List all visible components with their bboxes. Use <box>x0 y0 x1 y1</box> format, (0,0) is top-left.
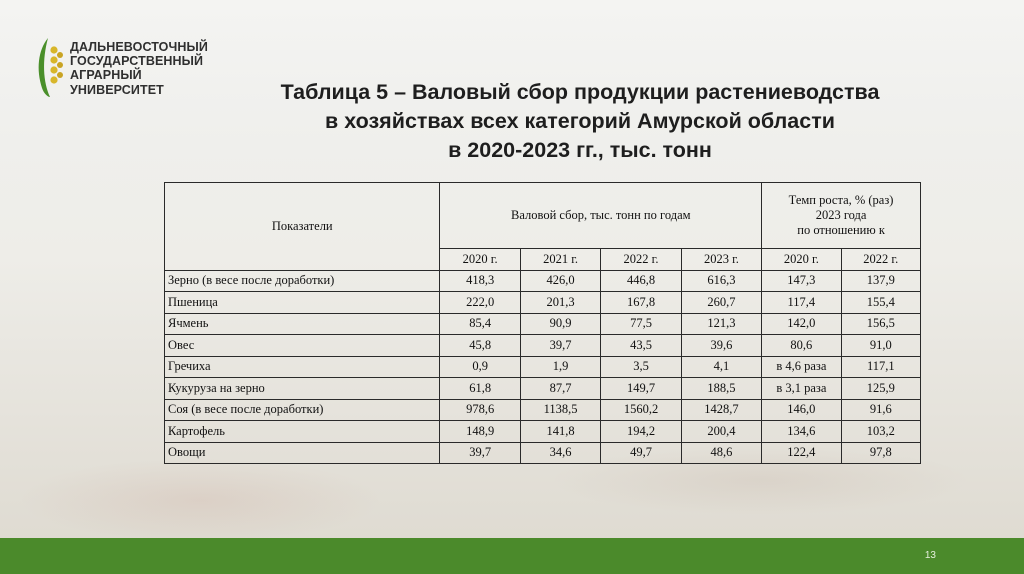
growth-line-2: 2023 года <box>815 208 867 222</box>
cell-r2020: 142,0 <box>762 313 841 335</box>
cell-r2022: 103,2 <box>841 421 920 443</box>
growth-line-3: по отношению к <box>797 223 885 237</box>
cell-v2021: 39,7 <box>520 335 600 357</box>
cell-v2022: 167,8 <box>601 292 681 314</box>
cell-r2020: в 3,1 раза <box>762 378 841 400</box>
cell-v2020: 39,7 <box>440 442 520 464</box>
table-row <box>165 335 921 357</box>
cell-v2021: 87,7 <box>520 378 600 400</box>
cell-r2020: 80,6 <box>762 335 841 357</box>
title-line-1: Таблица 5 – Валовый сбор продукции растениеводства <box>280 80 880 104</box>
cell-v2023: 188,5 <box>681 378 761 400</box>
harvest-table <box>164 182 921 464</box>
row-label: Соя (в весе после доработки) <box>165 399 440 421</box>
cell-v2023: 4,1 <box>681 356 761 378</box>
cell-r2022: 117,1 <box>841 356 920 378</box>
table-row <box>165 270 921 292</box>
cell-v2022: 194,2 <box>601 421 681 443</box>
logo-line: ГОСУДАРСТВЕННЫЙ <box>70 54 204 69</box>
subheader-year: 2022 г. <box>601 249 681 271</box>
logo-line: АГРАРНЫЙ <box>70 68 142 83</box>
cell-v2022: 1560,2 <box>601 399 681 421</box>
cell-v2022: 49,7 <box>601 442 681 464</box>
subheader-year: 2020 г. <box>440 249 520 271</box>
cell-r2020: 147,3 <box>762 270 841 292</box>
table-row <box>165 313 921 335</box>
cell-v2022: 77,5 <box>601 313 681 335</box>
cell-v2023: 39,6 <box>681 335 761 357</box>
cell-r2020: 122,4 <box>762 442 841 464</box>
cell-v2020: 61,8 <box>440 378 520 400</box>
cell-v2021: 141,8 <box>520 421 600 443</box>
cell-v2020: 222,0 <box>440 292 520 314</box>
header-gross-harvest: Валовой сбор, тыс. тонн по годам <box>440 183 762 249</box>
cell-r2022: 91,0 <box>841 335 920 357</box>
row-label: Овощи <box>165 442 440 464</box>
row-label: Кукуруза на зерно <box>165 378 440 400</box>
table-row <box>165 442 921 464</box>
subheader-ratio-year: 2020 г. <box>762 249 841 271</box>
cell-r2022: 125,9 <box>841 378 920 400</box>
cell-v2023: 200,4 <box>681 421 761 443</box>
cell-v2020: 0,9 <box>440 356 520 378</box>
growth-line-1: Темп роста, % (раз) <box>788 193 894 207</box>
cell-v2020: 148,9 <box>440 421 520 443</box>
cell-v2023: 48,6 <box>681 442 761 464</box>
cell-v2023: 121,3 <box>681 313 761 335</box>
row-label: Пшеница <box>165 292 440 314</box>
table-body <box>165 270 921 464</box>
cell-v2022: 149,7 <box>601 378 681 400</box>
table-row <box>165 421 921 443</box>
cell-v2023: 616,3 <box>681 270 761 292</box>
cell-v2023: 1428,7 <box>681 399 761 421</box>
table-row <box>165 356 921 378</box>
cell-v2021: 1138,5 <box>520 399 600 421</box>
cell-r2022: 155,4 <box>841 292 920 314</box>
table-row <box>165 399 921 421</box>
cell-v2022: 43,5 <box>601 335 681 357</box>
table-row <box>165 378 921 400</box>
cell-v2021: 90,9 <box>520 313 600 335</box>
cell-v2020: 85,4 <box>440 313 520 335</box>
cell-r2022: 137,9 <box>841 270 920 292</box>
row-label: Ячмень <box>165 313 440 335</box>
row-label: Зерно (в весе после доработки) <box>165 270 440 292</box>
cell-r2020: 134,6 <box>762 421 841 443</box>
cell-v2022: 446,8 <box>601 270 681 292</box>
cell-r2022: 91,6 <box>841 399 920 421</box>
university-logo <box>34 36 208 100</box>
title-line-3: в 2020-2023 гг., тыс. тонн <box>448 138 712 162</box>
table-row <box>165 292 921 314</box>
slide-title <box>180 78 980 165</box>
row-label: Гречиха <box>165 356 440 378</box>
cell-r2020: 146,0 <box>762 399 841 421</box>
cell-r2022: 97,8 <box>841 442 920 464</box>
footer-bar <box>0 538 1024 574</box>
subheader-year: 2023 г. <box>681 249 761 271</box>
cell-v2021: 1,9 <box>520 356 600 378</box>
cell-v2020: 418,3 <box>440 270 520 292</box>
cell-v2021: 201,3 <box>520 292 600 314</box>
cell-v2021: 34,6 <box>520 442 600 464</box>
row-label: Овес <box>165 335 440 357</box>
cell-r2020: 117,4 <box>762 292 841 314</box>
row-label: Картофель <box>165 421 440 443</box>
wheat-logo-icon <box>34 36 64 98</box>
cell-v2020: 45,8 <box>440 335 520 357</box>
header-growth-rate <box>762 183 921 249</box>
cell-v2021: 426,0 <box>520 270 600 292</box>
subheader-year: 2021 г. <box>520 249 600 271</box>
cell-v2022: 3,5 <box>601 356 681 378</box>
cell-v2020: 978,6 <box>440 399 520 421</box>
cell-v2023: 260,7 <box>681 292 761 314</box>
cell-r2020: в 4,6 раза <box>762 356 841 378</box>
logo-line: ДАЛЬНЕВОСТОЧНЫЙ <box>70 40 208 54</box>
header-indicators: Показатели <box>165 183 440 271</box>
title-line-2: в хозяйствах всех категорий Амурской области <box>325 109 835 133</box>
cell-r2022: 156,5 <box>841 313 920 335</box>
logo-line: УНИВЕРСИТЕТ <box>70 82 164 97</box>
subheader-ratio-year: 2022 г. <box>841 249 920 271</box>
page-number: 13 <box>924 550 936 561</box>
